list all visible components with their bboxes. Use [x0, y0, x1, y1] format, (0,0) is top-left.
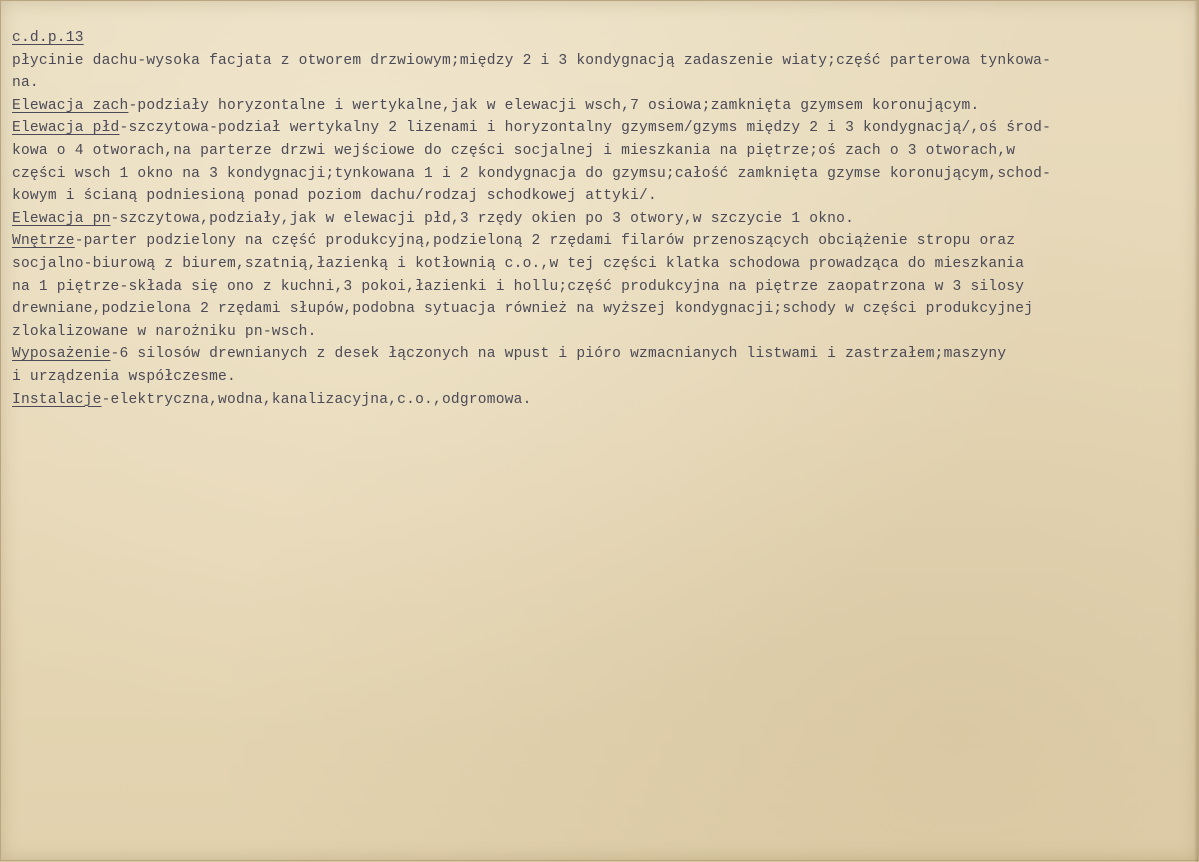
text-line	[12, 298, 1194, 321]
line-text: kowym i ścianą podniesioną ponad poziom dachu/rodzaj schodkowej attyki/.	[12, 188, 657, 205]
section-heading: Elewacja pn	[12, 210, 111, 227]
text-line	[12, 343, 1194, 366]
card-body	[12, 50, 1194, 412]
line-text: części wsch 1 okno na 3 kondygnacji;tynkowana 1 i 2 kondygnacja do gzymsu;całość zamknięta gzymse koronującym,schod-	[12, 165, 1052, 182]
line-text: na 1 piętrze-składa się ono z kuchni,3 pokoi,łazienki i hollu;część produkcyjna na piętrze zaopatrzona w 3 silosy	[12, 278, 1025, 295]
text-line	[12, 321, 1194, 344]
line-text: płycinie dachu-wysoka facjata z otworem drzwiowym;między 2 i 3 kondygnacją zadaszenie wiaty;część parterowa tynkowa-	[12, 52, 1052, 69]
section-heading: Elewacja płd	[12, 120, 120, 137]
text-line	[12, 366, 1194, 389]
line-text: na.	[12, 75, 39, 92]
line-text: -6 silosów drewnianych z desek łączonych na wpust i pióro wzmacnianych listwami i zastrzałem;maszyny	[110, 346, 1007, 363]
card-edge-shadow	[1194, 1, 1198, 862]
section-heading: Elewacja zach	[12, 97, 129, 114]
line-text: -elektryczna,wodna,kanalizacyjna,c.o.,odgromowa.	[101, 391, 532, 408]
line-text: socjalno-biurową z biurem,szatnią,łazienką i kotłownią c.o.,w tej części klatka schodowa prowadząca do mieszkania	[12, 255, 1025, 272]
text-line	[12, 72, 1194, 95]
line-text: kowa o 4 otworach,na parterze drzwi wejściowe do części socjalnej i mieszkania na piętrze;oś zach o 3 otworach,w	[12, 142, 1016, 159]
text-line	[12, 276, 1194, 299]
text-line	[12, 185, 1194, 208]
line-text: -parter podzielony na część produkcyjną,podzieloną 2 rzędami filarów przenoszących obciążenie stropu oraz	[74, 233, 1016, 250]
line-text: drewniane,podzielona 2 rzędami słupów,podobna sytuacja również na wyższej kondygnacji;schody w części produkcyjnej	[12, 301, 1034, 318]
section-heading: Instalacje	[12, 391, 102, 408]
text-line	[12, 117, 1194, 140]
text-line	[12, 140, 1194, 163]
text-line	[12, 163, 1194, 186]
line-text: i urządzenia współczesme.	[12, 368, 236, 385]
line-text: -szczytowa-podział wertykalny 2 lizenami i horyzontalny gzymsem/gzyms między 2 i 3 kondygnacją/,oś środ-	[119, 120, 1052, 137]
text-line	[12, 230, 1194, 253]
text-line	[12, 95, 1194, 118]
card-text	[12, 27, 1194, 411]
text-line	[12, 50, 1194, 73]
text-line	[12, 208, 1194, 231]
card-reference-code: c.d.p.13	[12, 30, 84, 46]
line-text: -podziały horyzontalne i wertykalne,jak w elewacji wsch,7 osiowa;zamknięta gzymsem koronującym.	[128, 97, 980, 114]
card-header-line	[12, 27, 1194, 50]
text-line	[12, 253, 1194, 276]
text-line	[12, 389, 1194, 412]
line-text: zlokalizowane w narożniku pn-wsch.	[12, 323, 317, 340]
section-heading: Wyposażenie	[12, 346, 111, 363]
line-text: -szczytowa,podziały,jak w elewacji płd,3 rzędy okien po 3 otwory,w szczycie 1 okno.	[110, 210, 855, 227]
section-heading: Wnętrze	[12, 233, 75, 250]
